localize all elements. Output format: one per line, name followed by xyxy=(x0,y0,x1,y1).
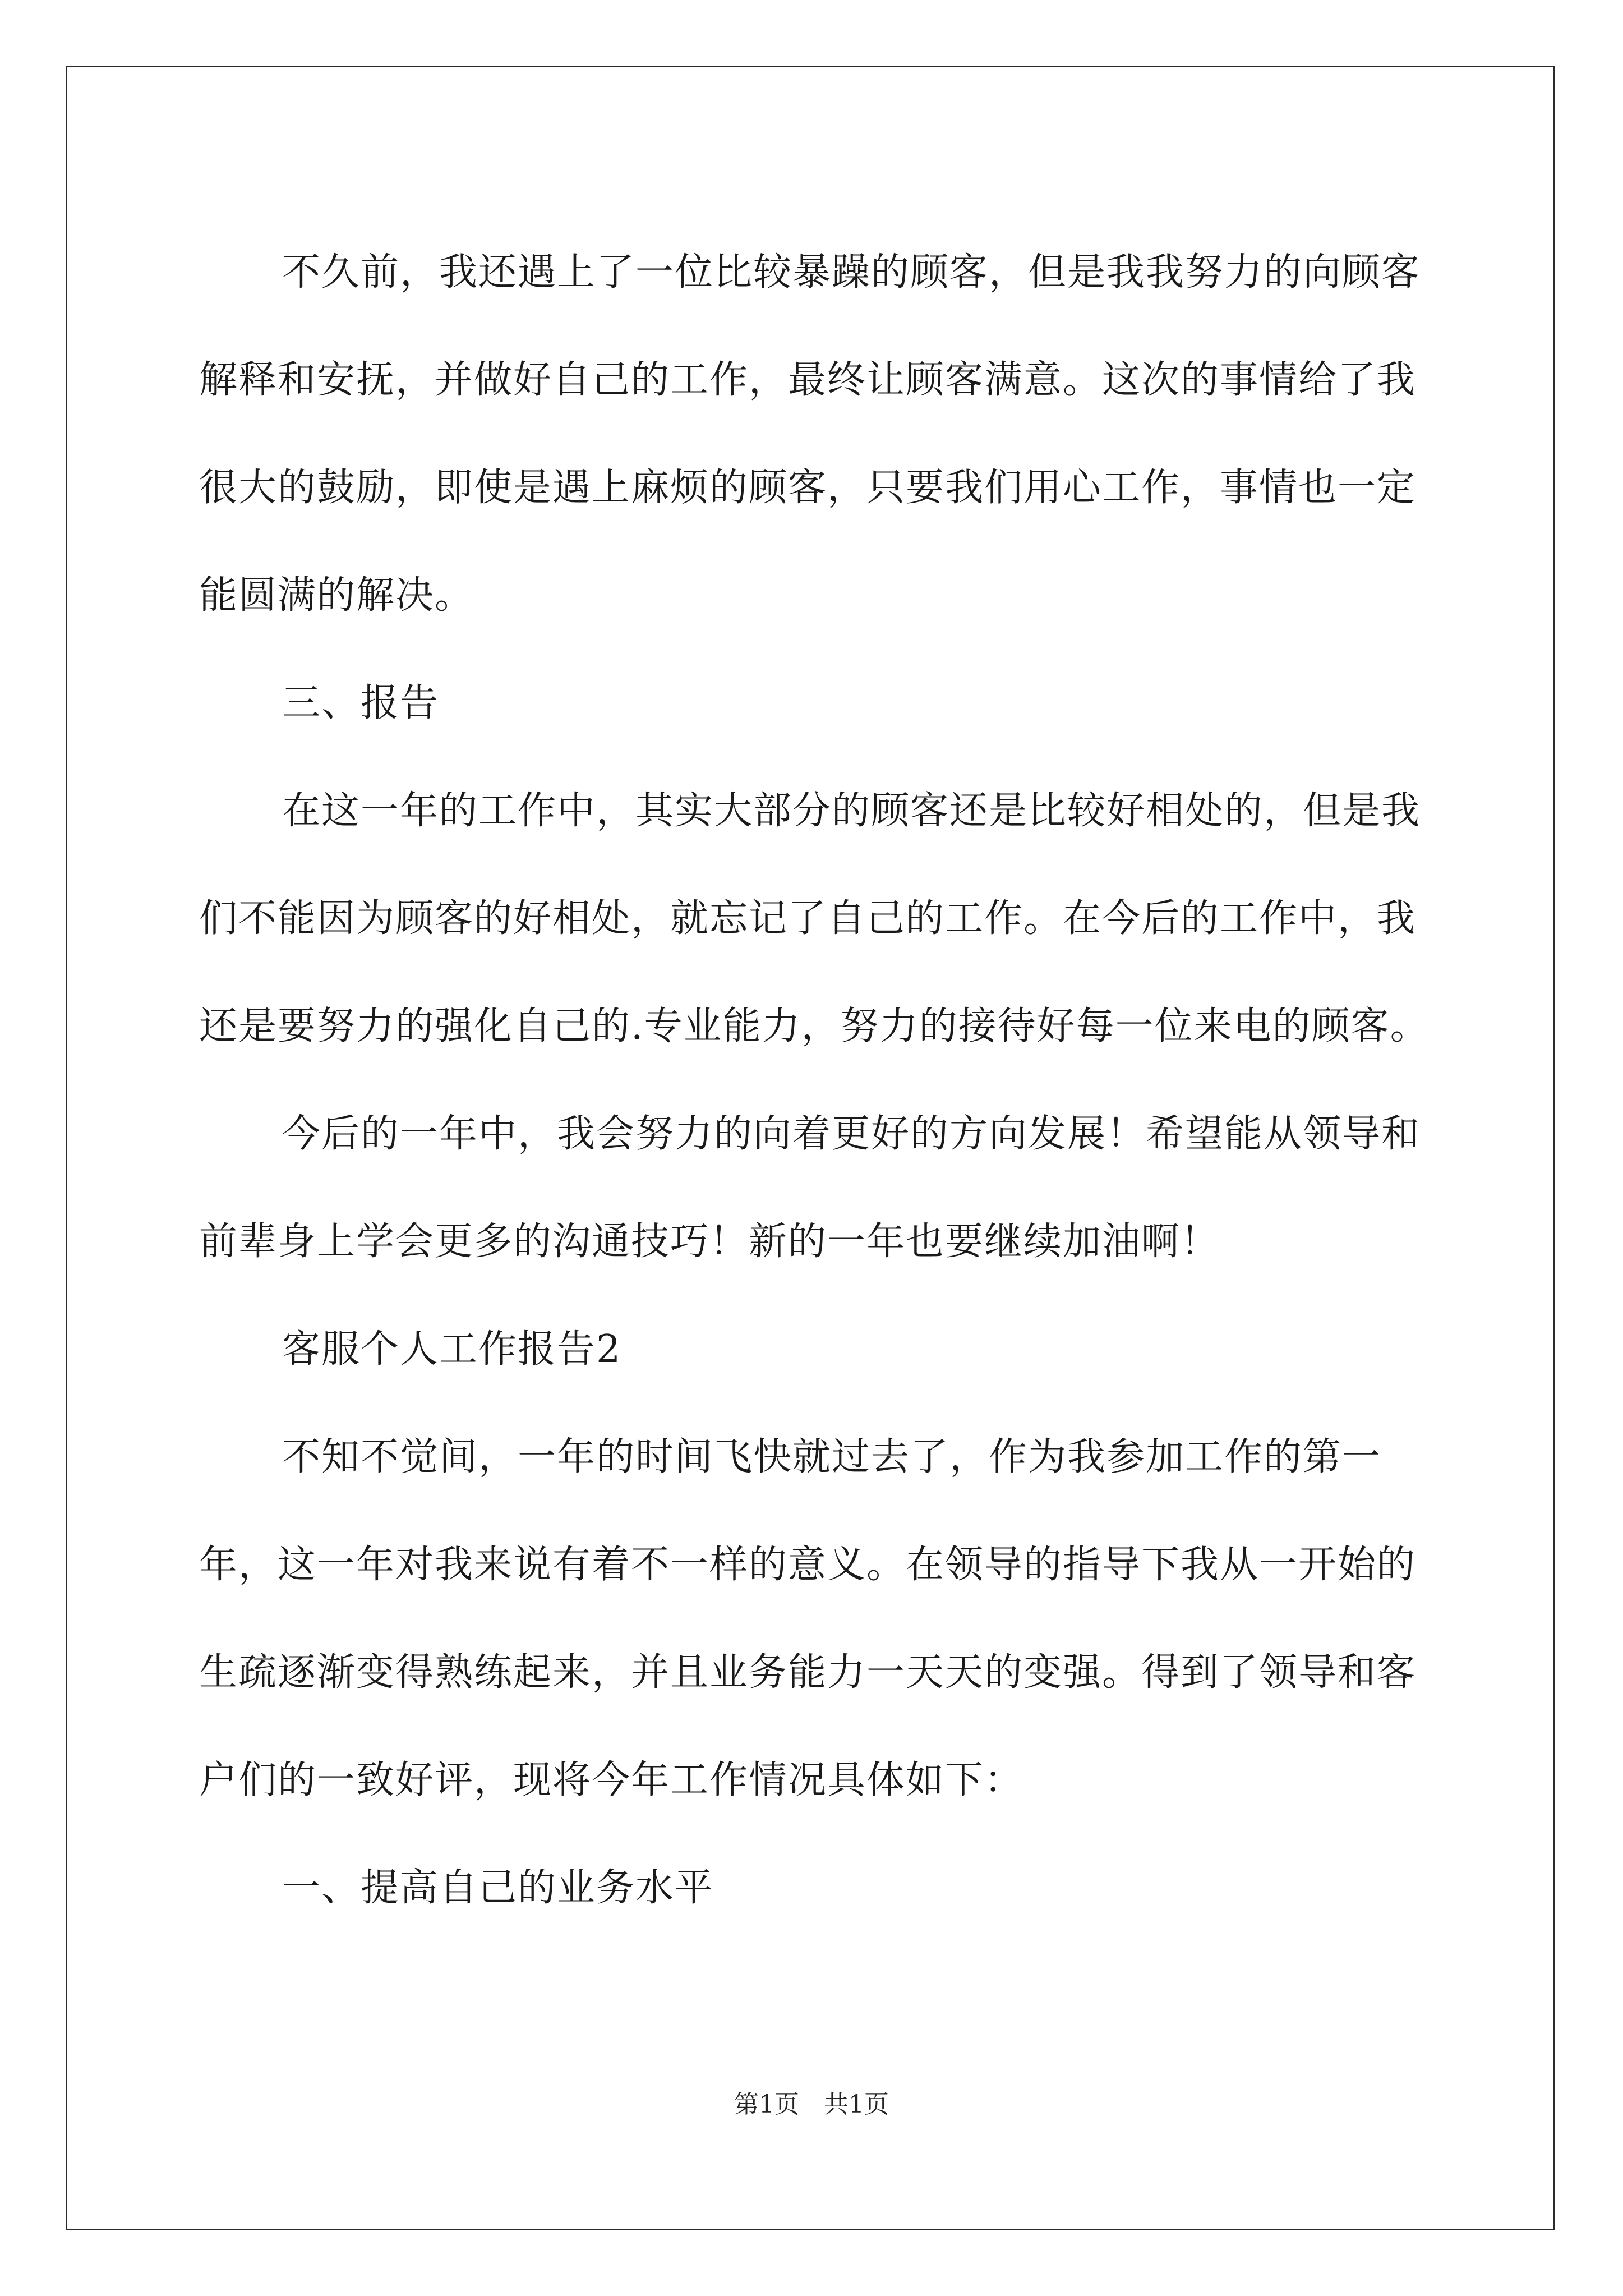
report-title-2: 客服个人工作报告2 xyxy=(282,1327,622,1372)
paragraph-intro-2: 不知不觉间，一年的时间飞快就过去了，作为我参加工作的第一年，这一年对我来说有着不一样的意义。在领导的指导下我从一开始的生疏逐渐变得熟练起来，并且业务能力一天天的变强。得到了领导和客户们的一致好评，现将今年工作情况具体如下： xyxy=(199,1435,1417,1802)
document-body xyxy=(199,219,1438,1942)
paragraph-future-plan: 今后的一年中，我会努力的向着更好的方向发展！希望能从领导和前辈身上学会更多的沟通技巧！新的一年也要继续加油啊！ xyxy=(199,1112,1421,1264)
paragraph-incident: 不久前，我还遇上了一位比较暴躁的顾客，但是我我努力的向顾客解释和安抚，并做好自己的工作，最终让顾客满意。这次的事情给了我很大的鼓励，即使是遇上麻烦的顾客，只要我们用心工作，事情也一定能圆满的解决。 xyxy=(199,250,1421,618)
page-number-footer: 第1页 共1页 xyxy=(734,2090,889,2119)
section-heading-report: 三、报告 xyxy=(282,681,440,725)
section-heading-business-level: 一、提高自己的业务水平 xyxy=(282,1866,714,1910)
paragraph-work-summary: 在这一年的工作中，其实大部分的顾客还是比较好相处的，但是我们不能因为顾客的好相处，就忘记了自己的工作。在今后的工作中，我还是要努力的强化自己的.专业能力，努力的接待好每一位来电的顾客。 xyxy=(199,789,1430,1048)
